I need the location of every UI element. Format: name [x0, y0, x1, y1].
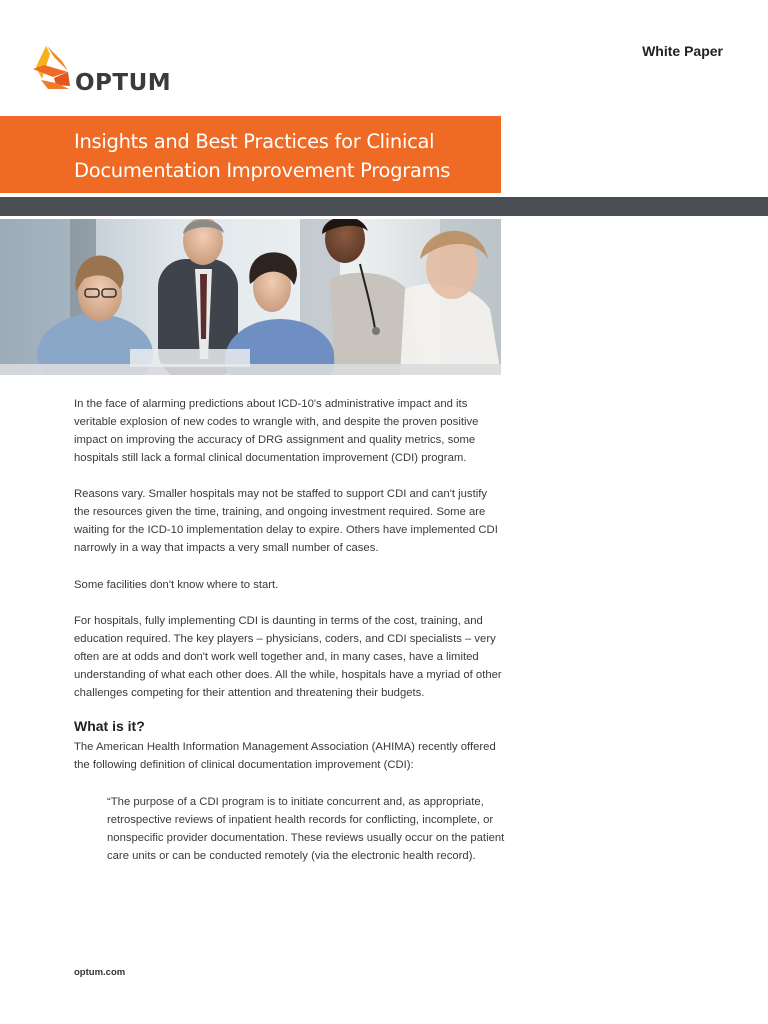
brand-name: OPTUM — [75, 70, 172, 96]
divider-bar — [0, 197, 768, 216]
reasons-paragraph: Reasons vary. Smaller hospitals may not be staffed to support CDI and can't justify the resources given the time, training, and ongoing investment required. Some are waiting for the ICD-10 implementation delay to expire. Others have implemented CDI narrowly in a way that impacts a very small number of cases. — [74, 488, 498, 554]
title-line-1: Insights and Best Practices for Clinical — [74, 130, 435, 153]
hero-photo — [0, 219, 501, 375]
page-title — [74, 127, 494, 185]
document-type-label: White Paper — [642, 43, 723, 59]
title-line-2: Documentation Improvement Programs — [74, 159, 451, 182]
footer-url: optum.com — [74, 967, 126, 978]
intro-paragraph: In the face of alarming predictions about ICD-10's administrative impact and its veritable explosion of new codes to wrangle with, and despite the proven positive impact on improving the accuracy of DRG assignment and quality metrics, some hospitals still lack a formal clinical documentation improvement (CDI) program. — [74, 398, 479, 464]
definition-intro-paragraph: The American Health Information Management Association (AHIMA) recently offered the following definition of clinical documentation improvement (CDI): — [74, 741, 496, 771]
challenges-paragraph: For hospitals, fully implementing CDI is daunting in terms of the cost, training, and education required. The key players – physicians, coders, and CDI specialists – very often are at odds and don't work well together and, in many cases, have a limited understanding of what each other does. All the while, hospitals have a myriad of other challenges competing for their attention and threatening their budgets. — [74, 615, 502, 699]
definition-quote: “The purpose of a CDI program is to initiate concurrent and, as appropriate, retrospective reviews of inpatient health records for conflicting, incomplete, or nonspecific provider documentation. These reviews usually occur on the patient care units or can be conducted remotely (via the electronic health record). — [107, 796, 505, 862]
start-paragraph: Some facilities don't know where to start. — [74, 579, 279, 591]
section-heading: What is it? — [74, 718, 145, 734]
